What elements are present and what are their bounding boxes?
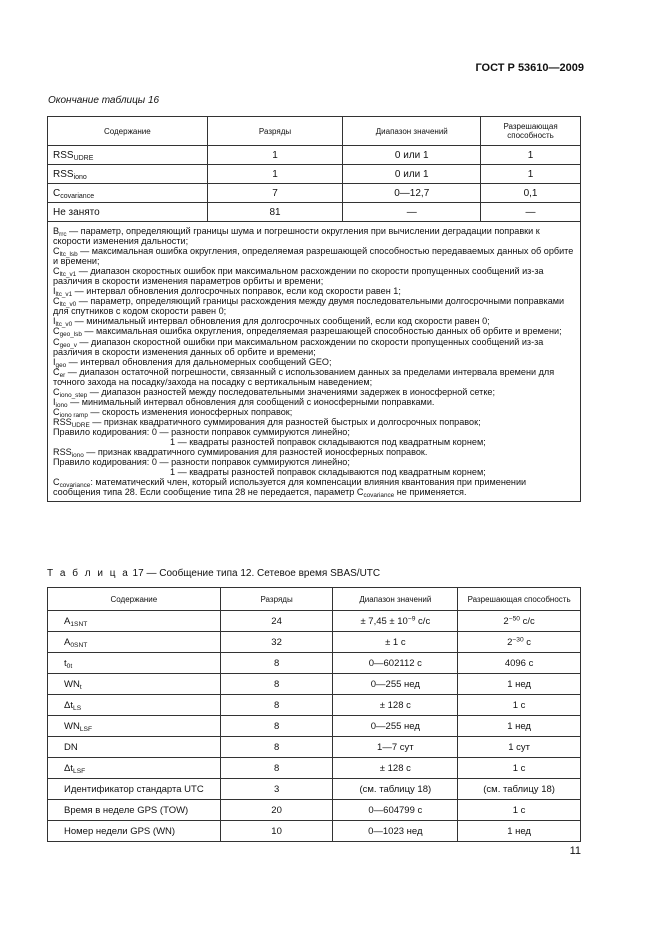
note-text: — интервал обновления долгосрочных поправок, если код скорости равен 1; xyxy=(72,286,401,297)
cell-bits: 7 xyxy=(207,184,343,203)
note-line xyxy=(53,266,575,286)
resolution-value: 2 xyxy=(507,636,513,648)
cell-bits: 8 xyxy=(220,695,333,716)
cell-bits: 8 xyxy=(220,653,333,674)
note-variable: C xyxy=(53,336,60,347)
cell-range xyxy=(333,632,458,653)
cell-range: — xyxy=(343,203,481,222)
note-line xyxy=(53,296,575,316)
cell-range xyxy=(333,779,458,800)
cell-bits: 1 xyxy=(207,165,343,184)
note-text: — диапазон скоростной ошибки при максимальном расхождении по скорости пропущенных сообщений из-за различия в скорости изменения данных об орбите и времени; xyxy=(53,336,544,357)
param-name: RSS xyxy=(53,168,74,180)
coding-rule-cont: 1 — квадраты разностей поправок складываются под квадратным корнем; xyxy=(170,436,486,447)
note-subscript: iono ramp xyxy=(59,411,88,419)
param-name: DN xyxy=(64,741,78,753)
cell-res: 1 xyxy=(481,146,581,165)
note-line xyxy=(53,447,575,457)
col-header-content: Содержание xyxy=(48,588,221,611)
cell-content xyxy=(48,632,221,653)
cell-bits: 8 xyxy=(220,674,333,695)
cell-range xyxy=(333,737,458,758)
note-text: не применяется. xyxy=(394,487,467,498)
note-variable: RSS xyxy=(53,416,72,427)
note-subscript: ltc_lsb xyxy=(59,251,78,258)
note-line xyxy=(53,387,575,397)
resolution-unit: с xyxy=(523,636,532,648)
param-subscript: iono xyxy=(73,173,87,181)
table-row xyxy=(48,821,581,842)
param-name: C xyxy=(53,187,61,199)
note-variable: I xyxy=(53,396,56,407)
table-row xyxy=(48,165,581,184)
cell-content xyxy=(48,611,221,632)
cell-content xyxy=(48,165,208,184)
cell-bits: 3 xyxy=(220,779,333,800)
note-subscript: geo_v xyxy=(59,341,77,349)
cell-range xyxy=(333,821,458,842)
table-row xyxy=(48,716,581,737)
coding-rule: Правило кодирования: 0 — разности поправок суммируются линейно; xyxy=(53,426,350,437)
note-subscript: covariance xyxy=(363,492,395,500)
notes-row xyxy=(48,222,581,502)
note-text: — признак квадратичного суммирования для разностей ионосферных поправок. xyxy=(83,447,428,458)
cell-res: 1 xyxy=(481,165,581,184)
cell-content xyxy=(48,737,221,758)
resolution-value: (см. таблицу 18) xyxy=(483,783,555,795)
note-text: — диапазон остаточной погрешности, связанный с использованием данных за пределами интервала времени для точного захода на посадку/захода на посадку с вертикальным наведением; xyxy=(53,366,555,387)
range-value: 0—1023 нед xyxy=(368,825,423,837)
note-subscript: UDRE xyxy=(71,421,90,429)
table-row xyxy=(48,758,581,779)
note-text: — максимальная ошибка округления, определяемая разрешающей способностью передаваемых данных об орбите и времени; xyxy=(53,246,574,267)
cell-range xyxy=(333,674,458,695)
table-row xyxy=(48,184,581,203)
param-name: Время в неделе GPS (TOW) xyxy=(64,804,189,816)
note-subscript: ltc_v0 xyxy=(59,301,77,309)
table-row xyxy=(48,779,581,800)
resolution-value: 1 с xyxy=(512,699,526,711)
param-subscript: LSF xyxy=(73,767,86,775)
note-line xyxy=(53,286,575,299)
note-line xyxy=(53,407,575,417)
resolution-exponent: −30 xyxy=(512,636,524,644)
cell-bits: 24 xyxy=(220,611,333,632)
range-value: ± 1 с xyxy=(385,636,406,648)
note-text: — минимальный интервал обновления для долгосрочных сообщений, если код скорости равен 0; xyxy=(72,316,490,327)
cell-content xyxy=(48,653,221,674)
cell-resolution xyxy=(458,695,581,716)
table-row xyxy=(48,611,581,632)
table-header-row xyxy=(48,117,581,146)
note-line xyxy=(53,417,575,427)
range-value: 0—602112 с xyxy=(368,657,422,669)
note-variable: C xyxy=(53,366,60,377)
cell-resolution xyxy=(458,632,581,653)
cell-content xyxy=(48,800,221,821)
table-row xyxy=(48,653,581,674)
table-row xyxy=(48,146,581,165)
note-text: — максимальная ошибка округления, определяемая разрешающей способностью данных об орбите и времени; xyxy=(81,326,562,337)
note-subscript: geo xyxy=(55,361,67,369)
table-notes xyxy=(48,222,581,502)
note-subscript: rrc xyxy=(59,230,67,238)
cell-range xyxy=(333,695,458,716)
range-unit: с/с xyxy=(415,615,431,627)
cell-resolution xyxy=(458,821,581,842)
param-name: A xyxy=(64,615,71,627)
range-value: 0—255 нед xyxy=(370,678,420,690)
note-variable: C xyxy=(53,326,60,337)
cell-range: 0 или 1 xyxy=(343,146,481,165)
resolution-value: 2 xyxy=(503,615,509,627)
cell-content xyxy=(48,758,221,779)
cell-resolution xyxy=(458,737,581,758)
cell-range xyxy=(333,653,458,674)
note-variable: RSS xyxy=(53,447,72,458)
cell-content xyxy=(48,821,221,842)
param-name: Не занято xyxy=(53,206,100,218)
table-row xyxy=(48,674,581,695)
range-value: ± 128 с xyxy=(379,699,411,711)
param-name: RSS xyxy=(53,149,74,161)
range-value: 0—255 нед xyxy=(370,720,420,732)
coding-rule: Правило кодирования: 0 — разности поправок суммируются линейно; xyxy=(53,457,350,468)
note-variable: C xyxy=(53,266,60,277)
table16-caption: Окончание таблицы 16 xyxy=(48,95,160,106)
note-text: — диапазон разностей между последовательными значениями задержек в ионосферной сетке; xyxy=(87,386,495,397)
cell-bits: 81 xyxy=(207,203,343,222)
note-subscript: ltc_v0 xyxy=(55,321,73,329)
note-line xyxy=(53,326,575,339)
cell-resolution xyxy=(458,716,581,737)
table-16 xyxy=(47,116,581,502)
cell-bits: 8 xyxy=(220,737,333,758)
cell-content xyxy=(48,184,208,203)
param-name: Δt xyxy=(64,699,73,711)
cell-content xyxy=(48,779,221,800)
range-value: ± 128 с xyxy=(379,762,411,774)
note-variable: C xyxy=(53,477,60,488)
range-exponent: −9 xyxy=(407,615,416,623)
param-name: A xyxy=(64,636,71,648)
cell-resolution xyxy=(458,674,581,695)
param-subscript: LS xyxy=(73,704,82,712)
cell-range: 0—12,7 xyxy=(343,184,481,203)
table-17 xyxy=(47,587,581,842)
note-variable: I xyxy=(53,356,56,367)
col-header-resolution: Разрешающая способность xyxy=(481,117,581,146)
resolution-value: 4096 с xyxy=(504,657,534,669)
note-line xyxy=(53,226,575,246)
note-text: — интервал обновления для дальномерных сообщений GEO; xyxy=(66,356,332,367)
cell-res: — xyxy=(481,203,581,222)
col-header-bits: Разряды xyxy=(220,588,333,611)
cell-resolution xyxy=(458,800,581,821)
cell-resolution xyxy=(458,758,581,779)
col-header-resolution: Разрешающая способность xyxy=(458,588,581,611)
note-variable: C xyxy=(53,246,60,257)
note-text: : математический член, который используется для компенсации влияния квантования при применении сообщения типа 28. Если сообщение типа 28 не передается, параметр C xyxy=(53,477,527,498)
cell-bits: 8 xyxy=(220,716,333,737)
note-line xyxy=(53,397,575,407)
param-subscript: 0t xyxy=(66,662,73,670)
cell-range xyxy=(333,611,458,632)
note-line xyxy=(53,477,575,500)
table-row xyxy=(48,737,581,758)
note-line xyxy=(53,337,575,357)
range-value: (см. таблицу 18) xyxy=(359,783,432,795)
note-variable: C xyxy=(53,296,60,307)
note-subscript: iono xyxy=(55,401,68,409)
cell-range xyxy=(333,716,458,737)
param-name: WN xyxy=(64,678,80,690)
note-text: — скорость изменения ионосферных поправок; xyxy=(87,406,293,417)
note-subscript: geo_lsb xyxy=(59,331,82,339)
cell-res: 0,1 xyxy=(481,184,581,203)
col-header-range: Диапазон значений xyxy=(343,117,481,146)
note-text: — признак квадратичного суммирования для разностей быстрых и долгосрочных поправок; xyxy=(89,416,481,427)
note-subscript: covariance xyxy=(59,482,91,490)
param-subscript: 1SNT xyxy=(70,620,88,628)
cell-bits: 10 xyxy=(220,821,333,842)
range-value: ± 7,45 ± 10 xyxy=(360,615,408,627)
table-row xyxy=(48,632,581,653)
resolution-value: 1 нед xyxy=(507,720,531,732)
cell-content xyxy=(48,146,208,165)
cell-bits: 32 xyxy=(220,632,333,653)
cell-resolution xyxy=(458,653,581,674)
note-subscript: ltc_v1 xyxy=(55,291,73,299)
param-name: Δt xyxy=(64,762,73,774)
note-text: — параметр, определяющий границы шума и погрешности округления при вычислении деградации поправки к скорости изменения дальности; xyxy=(53,226,540,247)
cell-range xyxy=(333,758,458,779)
note-text: — диапазон скоростных ошибок при максимальном расхождении по скорости пропущенных сообщений из-за различия в скорости изменения параметров орбиты и времени; xyxy=(53,266,544,287)
table17-caption-text: 17 — Сообщение типа 12. Сетевое время SBAS/UTC xyxy=(129,568,381,579)
note-text: — минимальный интервал обновления для сообщений с ионосферными поправками. xyxy=(67,396,435,407)
resolution-value: 1 с xyxy=(512,762,526,774)
note-line xyxy=(53,316,575,329)
col-header-content: Содержание xyxy=(48,117,208,146)
param-subscript: LSF xyxy=(79,725,93,733)
note-line xyxy=(53,357,575,367)
coding-rule-cont: 1 — квадраты разностей поправок складываются под квадратным корнем; xyxy=(170,467,486,478)
note-subscript: ltc_v1 xyxy=(59,271,77,279)
resolution-exponent: −50 xyxy=(508,615,520,623)
cell-bits: 20 xyxy=(220,800,333,821)
param-name: WN xyxy=(64,720,80,732)
cell-resolution xyxy=(458,611,581,632)
note-variable: C xyxy=(53,386,60,397)
note-text: — параметр, определяющий границы расхождения между двумя последовательными долгосрочными поправками для спутников с кодом скорости равен 0; xyxy=(53,296,565,317)
cell-resolution xyxy=(458,779,581,800)
note-variable: B xyxy=(53,226,60,236)
range-value: 0—604799 с xyxy=(368,804,423,816)
cell-content xyxy=(48,674,221,695)
table-row xyxy=(48,203,581,222)
cell-content xyxy=(48,203,208,222)
note-subscript: er xyxy=(59,371,66,379)
param-subscript: t xyxy=(79,683,82,691)
col-header-range: Диапазон значений xyxy=(333,588,458,611)
param-subscript: covariance xyxy=(60,192,95,200)
note-line xyxy=(53,246,575,266)
table-row xyxy=(48,800,581,821)
col-header-bits: Разряды xyxy=(207,117,343,146)
note-subscript: iono_step xyxy=(59,391,88,399)
standard-number: ГОСТ Р 53610—2009 xyxy=(475,62,584,74)
resolution-value: 1 нед xyxy=(507,825,531,837)
cell-content xyxy=(48,695,221,716)
note-line xyxy=(53,367,575,387)
table-header-row xyxy=(48,588,581,611)
table-row xyxy=(48,695,581,716)
note-subscript: iono xyxy=(71,451,84,459)
table17-caption xyxy=(47,568,380,579)
cell-range: 0 или 1 xyxy=(343,165,481,184)
range-value: 1—7 сут xyxy=(377,741,414,753)
cell-range xyxy=(333,800,458,821)
note-variable: I xyxy=(53,286,56,297)
table17-caption-label: Т а б л и ц а xyxy=(47,568,130,579)
param-name: Идентификатор стандарта UTC xyxy=(64,783,204,795)
param-name: Номер недели GPS (WN) xyxy=(64,825,176,837)
param-name: t xyxy=(64,657,67,669)
cell-bits: 1 xyxy=(207,146,343,165)
resolution-unit: с/с xyxy=(519,615,535,627)
page-number: 11 xyxy=(569,845,581,857)
resolution-value: 1 сут xyxy=(508,741,530,753)
note-variable: I xyxy=(53,316,56,327)
note-variable: C xyxy=(53,406,60,417)
resolution-value: 1 с xyxy=(512,804,526,816)
resolution-value: 1 нед xyxy=(507,678,531,690)
param-subscript: UDRE xyxy=(73,154,94,162)
cell-content xyxy=(48,716,221,737)
param-subscript: 0SNT xyxy=(70,641,88,649)
cell-bits: 8 xyxy=(220,758,333,779)
